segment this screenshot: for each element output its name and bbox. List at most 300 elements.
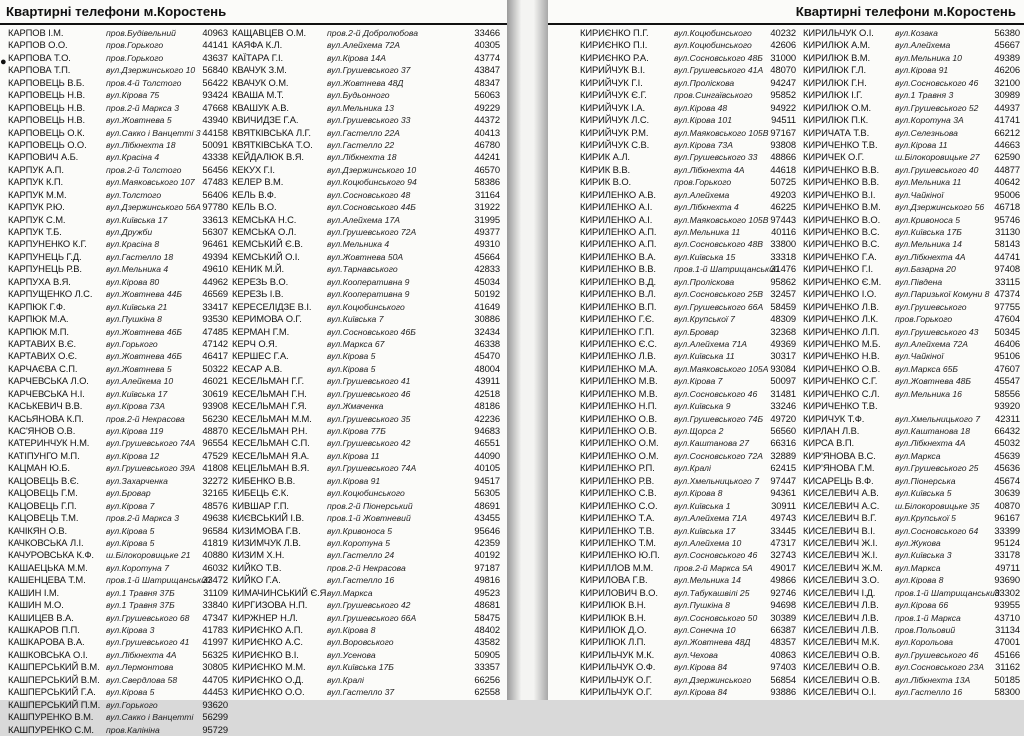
directory-entry <box>580 326 798 338</box>
entry-phone: 47142 <box>202 337 228 349</box>
entry-phone: 96167 <box>994 512 1020 524</box>
entry-name: КИРИЙЧУК І.А. <box>580 101 645 113</box>
entry-name: КИРИЧЕНКО Т.В. <box>803 138 878 150</box>
entry-name: КИРСА В.П. <box>803 437 854 449</box>
entry-name: КИРИЛЕНКО Р.В. <box>580 474 655 486</box>
entry-address: пров.1-й Шатрищанський <box>895 587 1000 598</box>
entry-phone: 47001 <box>994 636 1020 648</box>
entry-phone: 49310 <box>474 238 500 250</box>
entry-phone: 49866 <box>770 574 796 586</box>
directory-entry <box>803 525 1022 537</box>
directory-entry <box>580 450 798 462</box>
entry-name: КЕРЕСЕЛІДЗЕ В.І. <box>232 300 312 312</box>
entry-name: КАЯФА К.Л. <box>232 39 283 51</box>
entry-name: КИРИЛЕНКО С.В. <box>580 487 657 499</box>
entry-phone: 33800 <box>770 238 796 250</box>
entry-name: КИРИЧЕНКО В.С. <box>803 226 880 237</box>
entry-address: вул.Жовтнева 46Б <box>106 326 182 337</box>
entry-phone: 56325 <box>202 648 228 660</box>
entry-name: КИСЕЛЕВИЧ Л.В. <box>803 624 879 635</box>
entry-address: вул.Грушевського 33 <box>674 152 758 163</box>
entry-name: КЕРЕЗЬ І.В. <box>232 288 284 300</box>
entry-phone: 50725 <box>770 176 796 188</box>
entry-address: вул.Кірова 119 <box>106 426 164 436</box>
entry-address: вул.Грушевського 42 <box>327 438 411 449</box>
entry-address: вул.Алейхема 71А <box>674 338 748 349</box>
entry-phone: 62590 <box>994 151 1020 163</box>
directory-entry <box>580 164 798 176</box>
entry-address: вул.Кірова 73А <box>106 401 165 412</box>
entry-address: вул.Бровар <box>106 488 151 499</box>
entry-address: пров.Калініна <box>106 724 160 735</box>
directory-entry <box>8 276 230 288</box>
entry-phone: 48357 <box>770 636 796 648</box>
entry-phone: 44663 <box>994 138 1020 150</box>
directory-entry <box>8 338 230 350</box>
entry-name: КИРИЧЕНКО Г.І. <box>803 263 874 275</box>
entry-name: КАШКАРОВА В.А. <box>8 636 85 648</box>
entry-name: КАШКАРОВ П.П. <box>8 624 80 635</box>
entry-address: вул.Київська 17 <box>106 388 168 399</box>
directory-entry <box>8 612 230 624</box>
entry-name: КАШПЕРСЬКИЙ В.М. <box>8 673 100 685</box>
directory-entry <box>580 102 798 114</box>
entry-phone: 43455 <box>474 512 500 524</box>
entry-name: КВИЧИДЗЕ Г.А. <box>232 114 299 126</box>
entry-address: вул.Лібкнехта 18 <box>106 139 176 150</box>
directory-entry <box>803 413 1022 425</box>
entry-name: КИСЕЛЕВИЧ Ж.І. <box>803 536 878 548</box>
entry-address: пров.4-й Толстого <box>106 77 182 88</box>
entry-address: вул.Кірова 11 <box>327 450 380 461</box>
directory-entry <box>580 612 798 624</box>
entry-name: КАШИН М.О. <box>8 599 64 611</box>
directory-entry <box>803 102 1022 114</box>
entry-address: вул.Грушевського 41 <box>106 637 190 648</box>
directory-entry <box>803 27 1022 39</box>
entry-phone: 47529 <box>202 449 228 461</box>
entry-name: КИСЕЛЕВИЧ О.В. <box>803 661 880 673</box>
entry-phone: 58300 <box>994 686 1020 698</box>
entry-name: КИРИЛЕНКО А.І. <box>580 213 653 225</box>
directory-entry <box>232 388 502 400</box>
directory-entry <box>8 363 230 375</box>
directory-entry <box>8 151 230 163</box>
entry-name: КИРИЛЮК Д.О. <box>580 624 647 635</box>
entry-address: вул.Алейхема 72А <box>327 40 401 51</box>
entry-name: КИРИЛЕНКО Ю.П. <box>580 549 660 561</box>
entry-phone: 31995 <box>474 213 500 225</box>
entry-address: вул.Кірова 101 <box>674 115 732 126</box>
entry-name: КЕЦЕЛЬМАН В.Я. <box>232 462 310 474</box>
entry-phone: 32272 <box>202 474 228 486</box>
entry-name: КИРИЛЕНКО А.П. <box>580 238 657 250</box>
entry-name: КАШАЕЦЬКА М.М. <box>8 561 88 573</box>
entry-phone: 58386 <box>474 176 500 188</box>
entry-address: вул.Грушевського 66А <box>674 301 764 312</box>
directory-entry <box>8 475 230 487</box>
entry-phone: 46206 <box>994 64 1020 76</box>
left-page <box>0 0 507 735</box>
entry-phone: 33178 <box>994 549 1020 561</box>
entry-phone: 48347 <box>474 76 500 88</box>
entry-name: КИРИЧЕНКО Г.А. <box>803 250 877 262</box>
entry-name: КИРИЙЧУК В.І. <box>580 64 645 76</box>
directory-entry <box>8 326 230 338</box>
entry-address: вул.Сосновського 64 <box>895 525 979 536</box>
entry-phone: 50345 <box>994 325 1020 337</box>
entry-name: КЕЙДАЛЮК В.Я. <box>232 151 304 163</box>
entry-name: КИРИЄНКО О.Д. <box>232 673 304 685</box>
directory-entry <box>8 39 230 51</box>
entry-phone: 43774 <box>474 51 500 63</box>
entry-name: КАРЧЕВСЬКА Н.І. <box>8 387 85 399</box>
entry-address: вул.Мельника 11 <box>674 227 741 237</box>
directory-entry <box>232 425 502 437</box>
entry-phone: 42359 <box>474 536 500 548</box>
entry-name: КИРИЧЕНКО С.Г. <box>803 375 878 387</box>
directory-entry <box>8 537 230 549</box>
entry-name: КЕРЕЗЬ В.О. <box>232 275 289 287</box>
entry-phone: 50091 <box>202 138 228 150</box>
entry-phone: 33613 <box>202 213 228 225</box>
entry-name: КИРИЛЮК П.К. <box>803 114 869 126</box>
entry-phone: 42833 <box>474 263 500 275</box>
entry-name: КЕРМАН Г.М. <box>232 325 290 337</box>
entry-name: КВЯТКІВСЬКА Л.Г. <box>232 126 311 138</box>
entry-address: вул.Алейхема <box>895 40 951 51</box>
entry-phone: 56406 <box>202 188 228 200</box>
entry-address: вул.Київська 5 <box>895 488 952 499</box>
directory-entry <box>8 724 230 736</box>
entry-phone: 50322 <box>202 362 228 374</box>
directory-entry <box>8 649 230 661</box>
entry-name: КИРИЛЕНКО В.Л. <box>580 288 656 300</box>
entry-address: вул.Кірова 91 <box>895 65 949 76</box>
entry-name: КИСЕЛЕВИЧ І.Д. <box>803 586 876 598</box>
entry-phone: 33840 <box>202 599 228 611</box>
right-page <box>548 0 1024 700</box>
directory-entry <box>8 251 230 263</box>
entry-name: КАРПОВЕЦЬ В.Б. <box>8 76 85 88</box>
entry-phone: 56305 <box>474 487 500 499</box>
entry-name: КИСЕЛЕВИЧ О.В. <box>803 648 880 660</box>
entry-name: КИРИЧЕНКО В.В. <box>803 163 880 175</box>
entry-address: вул.Південа <box>895 276 943 287</box>
entry-address: вул.Лібкнехта 4А <box>895 438 966 449</box>
directory-entry <box>232 587 502 599</box>
entry-name: КАРПЮК Г.Ф. <box>8 300 66 312</box>
entry-address: вул.Грушевського 39А <box>106 463 196 474</box>
entry-phone: 40870 <box>994 499 1020 511</box>
entry-phone: 49389 <box>994 51 1020 63</box>
entry-address: вул.Київська 17 <box>106 214 168 225</box>
entry-name: КИРИЛЮК В.М. <box>803 51 870 63</box>
entry-name: КИРИЙЧУК Г.І. <box>580 76 643 88</box>
entry-address: вул.Кривоноса 5 <box>895 214 961 225</box>
entry-name: КАЧІКЯН О.В. <box>8 524 67 536</box>
directory-entry <box>580 562 798 574</box>
directory-entry <box>803 64 1022 76</box>
entry-name: КИРИЧЕНКО Т.В. <box>803 400 878 412</box>
entry-name: КИРИЧЕНКО В.О. <box>803 213 881 225</box>
directory-entry <box>8 176 230 188</box>
entry-phone: 96554 <box>202 437 228 449</box>
entry-address: вул.Горького <box>106 338 158 349</box>
entry-phone: 30805 <box>202 661 228 673</box>
entry-phone: 48866 <box>770 151 796 163</box>
entry-name: КИРИЄНКО М.М. <box>232 661 306 673</box>
entry-address: вул.Маркса <box>327 587 373 598</box>
entry-phone: 30911 <box>771 499 796 511</box>
entry-phone: 49394 <box>202 250 228 262</box>
entry-phone: 47485 <box>202 325 228 337</box>
directory-entry <box>803 649 1022 661</box>
entry-name: КИРИЛЮК Л.П. <box>580 636 646 648</box>
entry-name: КИРИЙЧУК Є.Г. <box>580 89 647 101</box>
entry-name: КАЩАВЦЕВ О.М. <box>232 27 307 38</box>
directory-entry <box>580 375 798 387</box>
entry-phone: 43911 <box>475 375 500 387</box>
entry-name: КИРИЙЧУК Р.М. <box>580 126 649 138</box>
entry-phone: 93908 <box>202 400 228 412</box>
entry-phone: 43940 <box>202 114 228 126</box>
entry-phone: 31922 <box>474 201 500 213</box>
directory-entry <box>803 587 1022 599</box>
directory-entry <box>232 661 502 673</box>
directory-entry <box>232 276 502 288</box>
entry-phone: 49523 <box>474 586 500 598</box>
entry-phone: 58475 <box>474 611 500 623</box>
entry-name: КИРИЛЕНКО О.М. <box>580 449 659 461</box>
entry-address: вул.Київська 15 <box>674 251 736 262</box>
directory-entry <box>232 164 502 176</box>
entry-address: вул.Гастелло 37 <box>327 687 395 698</box>
directory-entry <box>232 537 502 549</box>
entry-name: КИРИЛЕНКО Г.П. <box>580 325 655 337</box>
entry-name: КАШКОВСЬКА О.І. <box>8 648 88 660</box>
entry-phone: 33472 <box>202 574 228 586</box>
entry-name: КАШПЕРСЬКИЙ В.М. <box>8 661 100 673</box>
entry-address: вул.Кірова 8 <box>895 575 944 586</box>
directory-entry <box>803 612 1022 624</box>
entry-phone: 97187 <box>474 561 500 573</box>
directory-entry <box>232 512 502 524</box>
entry-address: вул.Жовтнева 5 <box>106 115 172 126</box>
entry-name: КИЗИМОВА Г.В. <box>232 524 301 536</box>
entry-address: вул.Жмаченка <box>327 401 384 412</box>
entry-address: пров.2-й Некрасова <box>327 562 406 573</box>
entry-address: вул.Сакко і Ванцетті <box>106 712 194 723</box>
entry-phone: 41783 <box>202 624 228 635</box>
entry-phone: 66316 <box>770 437 796 449</box>
entry-phone: 95746 <box>994 213 1020 225</box>
entry-phone: 56299 <box>202 711 228 723</box>
directory-entry <box>232 487 502 499</box>
entry-address: вул.Чайкіної <box>895 351 944 362</box>
entry-name: КИСЕЛЕВИЧ В.Г. <box>803 512 877 524</box>
entry-name: КИРИЛЕНКО Н.П. <box>580 400 657 412</box>
directory-entry <box>8 425 230 437</box>
entry-name: КИСЕЛЕВИЧ О.В. <box>803 673 880 685</box>
entry-name: КИРИЛЛОВ М.М. <box>580 561 654 573</box>
entry-name: КАЦОВЕЦЬ Г.П. <box>8 499 77 511</box>
directory-entry <box>232 363 502 375</box>
directory-entry <box>232 288 502 300</box>
entry-phone: 33115 <box>995 275 1020 287</box>
entry-phone: 45667 <box>994 39 1020 51</box>
entry-name: КИРИЧЕНКО О.В. <box>803 362 881 374</box>
entry-phone: 46417 <box>202 350 228 362</box>
entry-address: вул.Грушевського 41 <box>327 376 411 387</box>
entry-address: пров.Горького <box>106 52 164 63</box>
entry-phone: 94698 <box>770 599 796 611</box>
entry-name: КАРПОВЕЦЬ Н.В. <box>8 89 86 101</box>
entry-name: КИСЕЛЕВИЧ В.І. <box>803 524 876 536</box>
entry-address: вул.Кірова 73А <box>674 139 733 150</box>
entry-name: КИРИЛЕНКО Т.М. <box>580 536 656 548</box>
directory-entry <box>580 363 798 375</box>
entry-phone: 94517 <box>474 474 500 486</box>
entry-name: КИРИЙЧУК Л.С. <box>580 114 650 126</box>
directory-entry <box>8 562 230 574</box>
entry-name: КИСЕЛЕВИЧ Ж.І. <box>803 549 878 561</box>
entry-phone: 93530 <box>202 313 228 325</box>
directory-entry <box>8 127 230 139</box>
entry-phone: 47604 <box>994 313 1020 325</box>
entry-address: пров.2-й Маркса 5А <box>674 562 753 573</box>
entry-address: вул.Дружби <box>106 227 153 237</box>
entry-address: вул.Пролiскова <box>674 77 735 88</box>
directory-entry <box>232 612 502 624</box>
entry-name: КИРИЧЕНКО М.Б. <box>803 337 881 349</box>
entry-address: вул.Київська 17Б <box>327 662 394 673</box>
entry-name: КАРПЮК М.П. <box>8 325 69 337</box>
directory-entry <box>803 301 1022 313</box>
directory-entry <box>803 338 1022 350</box>
entry-address: вул.Гастелло 22А <box>327 127 400 138</box>
directory-entry <box>232 313 502 325</box>
entry-address: вул.Грушевського 42 <box>327 600 411 611</box>
entry-address: вул.Кооперативна 9 <box>327 276 410 287</box>
directory-entry <box>232 450 502 462</box>
entry-name: КИРИК А.Л. <box>580 151 630 163</box>
directory-entry <box>580 338 798 350</box>
entry-address: вул.Грушевського 35 <box>327 413 411 424</box>
entry-address: вул.Кірова 77Б <box>327 426 386 436</box>
entry-address: вул.Кірова 84 <box>674 687 728 698</box>
entry-name: КИРИЛЬЧУК О.Г. <box>580 673 653 685</box>
entry-name: КИРИЛЮК В.Н. <box>580 611 646 623</box>
entry-phone: 44090 <box>474 449 500 461</box>
entry-name: КЕМСЬКА Н.С. <box>232 213 297 225</box>
entry-phone: 93955 <box>994 599 1020 611</box>
entry-address: вул.Мельника 13 <box>327 102 394 113</box>
directory-entry <box>8 512 230 524</box>
entry-phone: 56307 <box>202 226 228 237</box>
entry-name: КИРИЧЕНКО І.О. <box>803 288 877 300</box>
entry-phone: 44372 <box>474 114 500 126</box>
directory-entry <box>8 388 230 400</box>
entry-address: пров.2-й Добролюбова <box>327 28 419 38</box>
entry-address: вул.Коцюбинського <box>327 301 405 312</box>
entry-name: КАРПУЩЕНКО Л.С. <box>8 288 93 300</box>
entry-address: вул.Лібкнехта 13А <box>895 674 971 685</box>
entry-phone: 48691 <box>474 499 500 511</box>
directory-entry <box>232 462 502 474</box>
directory-entry <box>580 214 798 226</box>
entry-name: КАРПУНЕЦЬ Р.В. <box>8 263 82 275</box>
entry-name: КИРИЧЕНКО Л.К. <box>803 313 879 325</box>
entry-address: вул.Грушевського 66А <box>327 612 417 623</box>
directory-entry <box>8 301 230 313</box>
entry-name: КИРИЛЕНКО М.В. <box>580 387 658 399</box>
entry-address: вул.Кірова 5 <box>327 351 376 362</box>
entry-address: вул.Грушевського 46 <box>895 649 979 660</box>
directory-entry <box>232 77 502 89</box>
entry-name: КЕМСЬКИЙ Є.В. <box>232 238 303 250</box>
directory-entry <box>8 189 230 201</box>
entry-name: КЕРШЕС Г.А. <box>232 350 289 362</box>
entry-name: КИРИЛЮК О.М. <box>803 101 871 113</box>
entry-name: КИВШАР Г.П. <box>232 499 289 511</box>
entry-phone: 43582 <box>474 636 500 648</box>
directory-entry <box>232 226 502 238</box>
directory-entry <box>232 114 502 126</box>
entry-phone: 48186 <box>474 400 500 412</box>
entry-name: КИРЛАН Л.В. <box>803 425 860 436</box>
directory-entry <box>803 574 1022 586</box>
entry-address: вул.Алейкема 10 <box>106 376 174 387</box>
entry-phone: 58459 <box>770 300 796 312</box>
entry-address: вул.Київська 17Б <box>895 227 962 237</box>
entry-address: вул.Кірова 12 <box>106 450 160 461</box>
directory-entry <box>232 649 502 661</box>
entry-name: КЕРИМОВА О.Г. <box>232 313 302 325</box>
directory-entry <box>8 263 230 275</box>
entry-name: КАРПОВЕЦЬ О.О. <box>8 138 87 150</box>
directory-entry <box>580 400 798 412</box>
entry-address: вул.Грушевського <box>895 301 967 312</box>
entry-name: КЕМСЬКА О.Л. <box>232 226 297 237</box>
entry-address: вул.Мельника 16 <box>895 388 962 399</box>
entry-name: КИРИЛЮК А.М. <box>803 39 870 51</box>
entry-name: КИСЕЛЕВИЧ Л.В. <box>803 611 879 623</box>
left-column-1 <box>8 27 230 736</box>
entry-phone: 62558 <box>474 686 500 698</box>
entry-name: КИРИЛЬЧУК О.Г. <box>580 686 653 698</box>
entry-phone: 56422 <box>202 76 228 88</box>
directory-entry <box>803 139 1022 151</box>
entry-address: вул.Жукова <box>895 537 941 548</box>
directory-entry <box>803 462 1022 474</box>
entry-address: вул.Козака <box>895 28 938 38</box>
entry-name: КАРПУНЕНКО К.Г. <box>8 238 87 250</box>
directory-entry <box>803 226 1022 238</box>
directory-entry <box>232 189 502 201</box>
entry-phone: 49743 <box>770 512 796 524</box>
entry-name: КИРИЛЕНКО А.В. <box>580 188 656 200</box>
directory-entry <box>8 89 230 101</box>
entry-address: вул.Бровар <box>674 326 719 337</box>
entry-name: КАРПОВА Т.О. <box>8 51 71 63</box>
entry-address: вул.Сосновського 46 <box>674 550 758 561</box>
directory-entry <box>8 661 230 673</box>
entry-name: КАШПУРЕНКО С.М. <box>8 723 94 735</box>
entry-phone: 56840 <box>202 64 228 76</box>
entry-address: вул.Грушевського 25 <box>895 463 979 474</box>
entry-address: вул.Сосновського 50 <box>674 612 758 623</box>
